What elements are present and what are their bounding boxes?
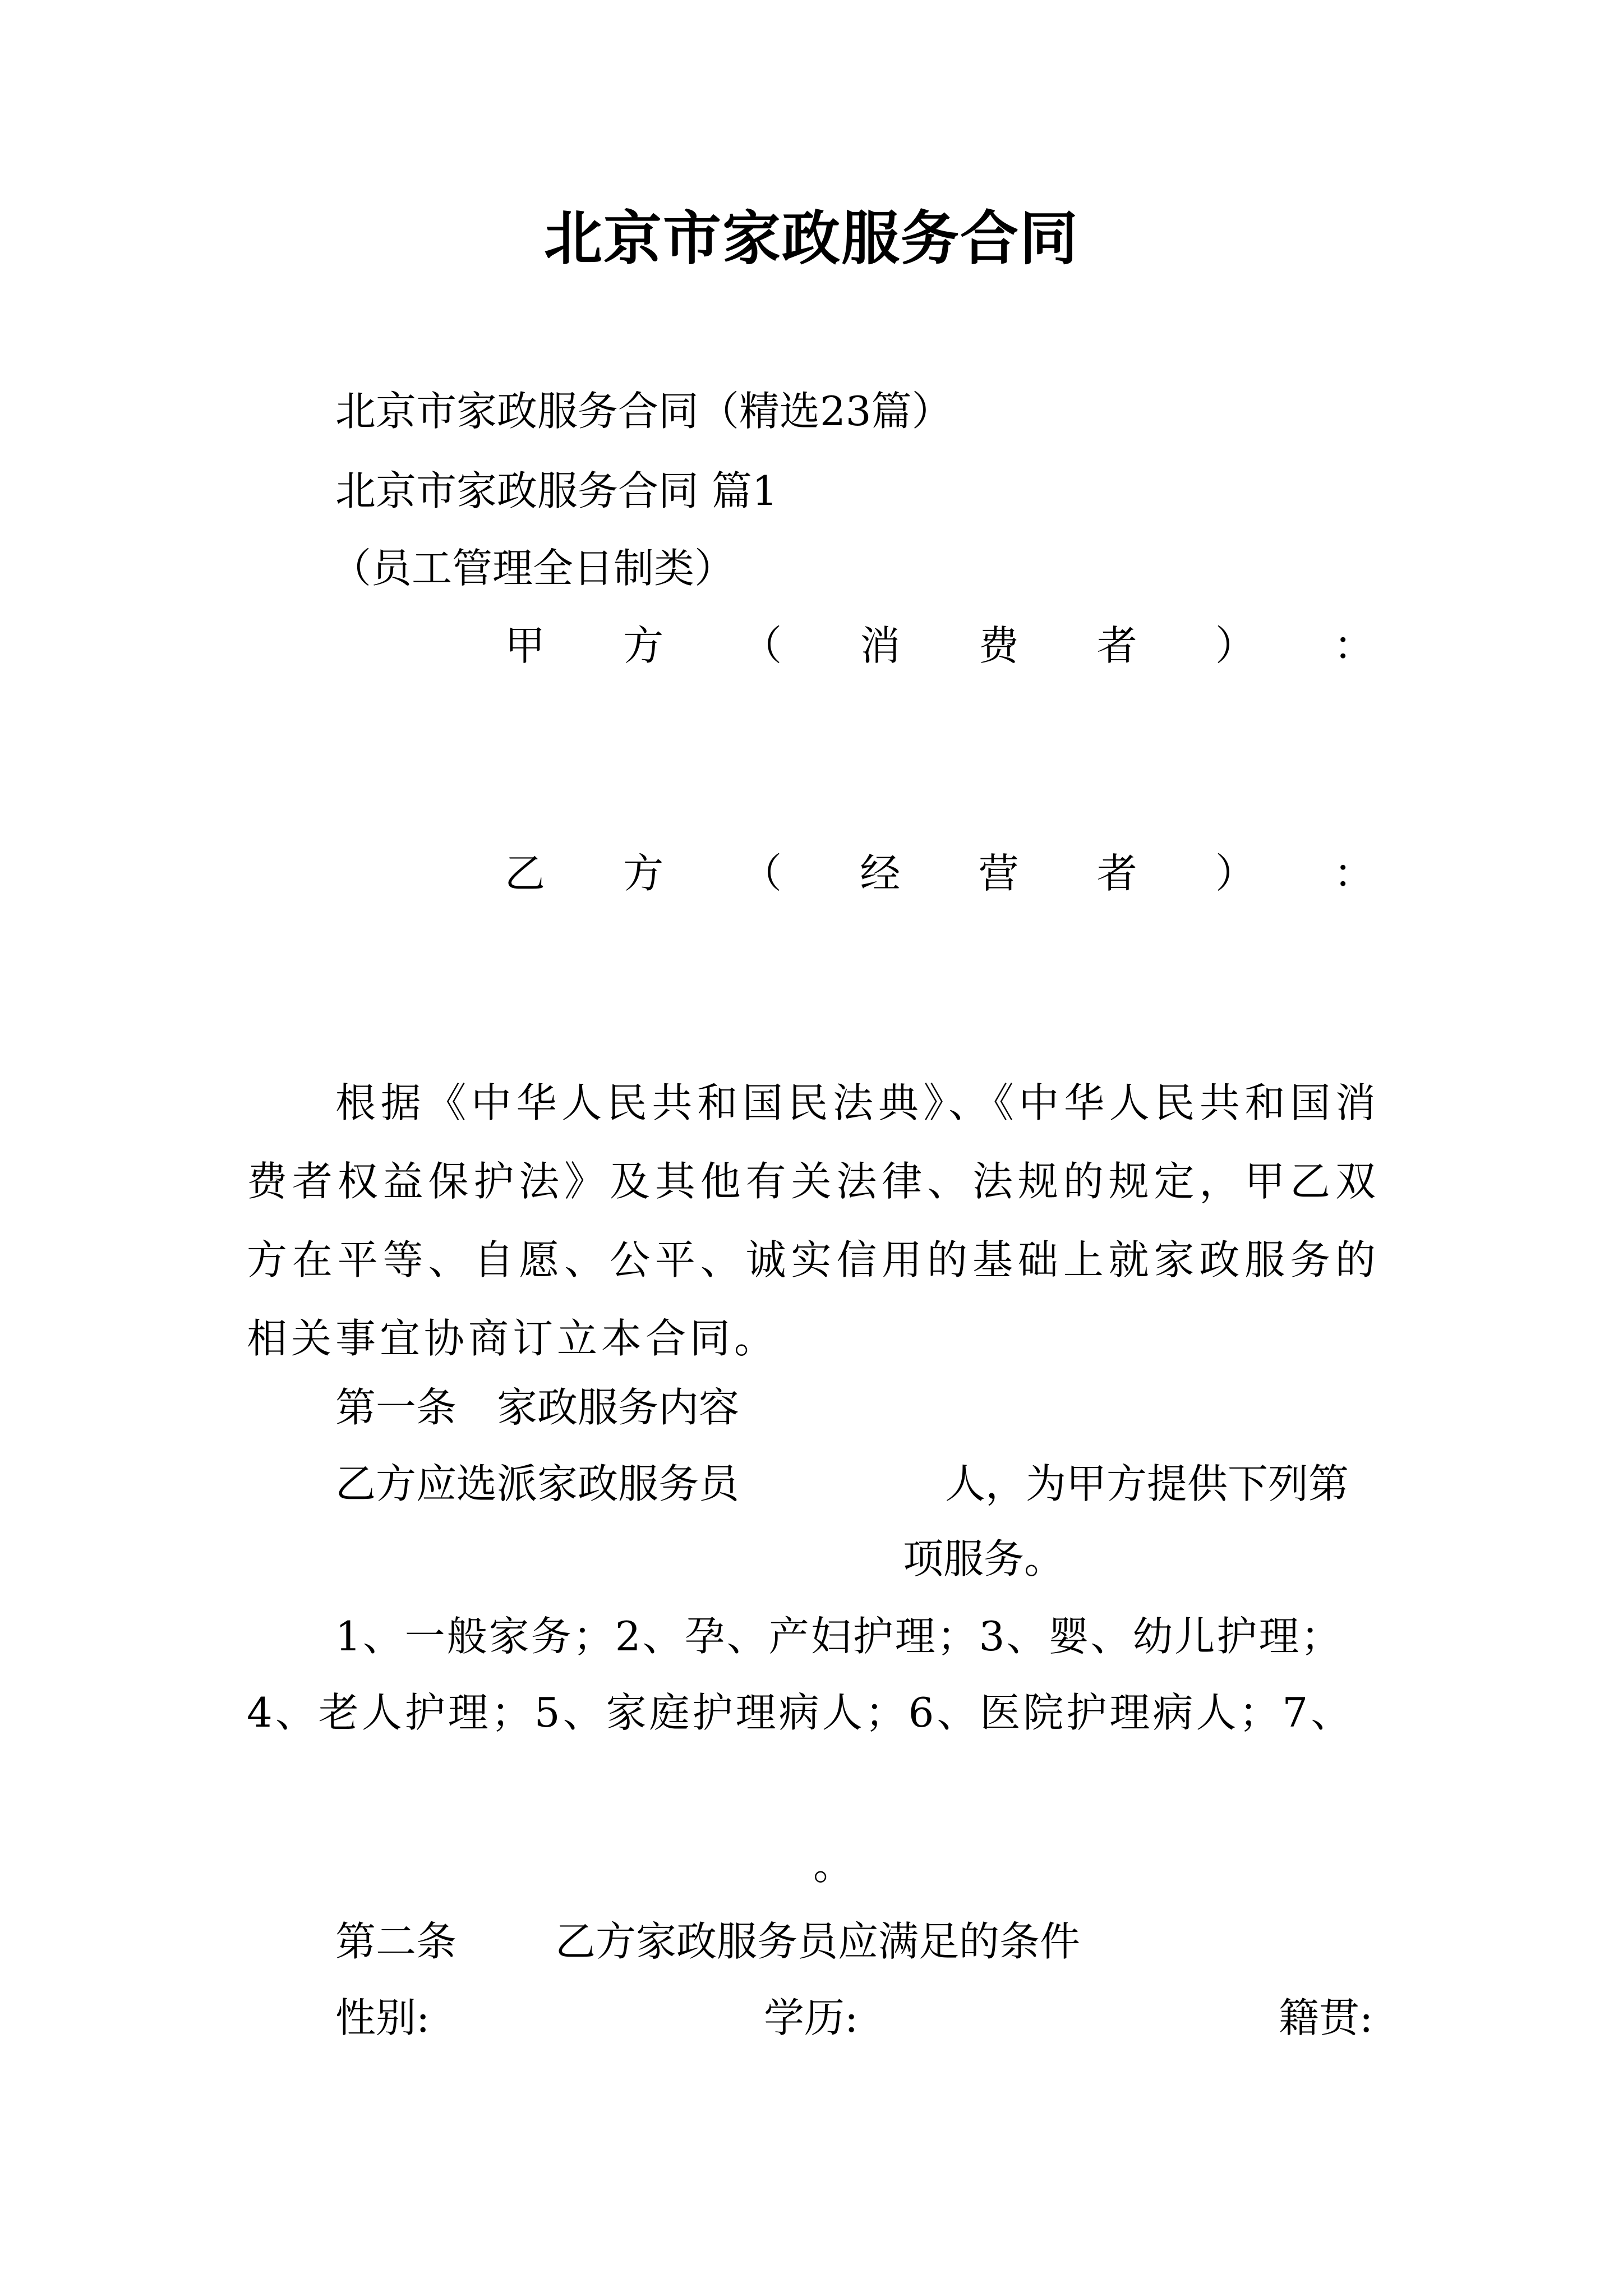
- services-list-line-1: 1、一般家务；2、孕、产妇护理；3、婴、幼儿护理；: [335, 1613, 1343, 1660]
- services-list-line-2: 4、老人护理；5、家庭护理病人；6、医院护理病人；7、: [247, 1689, 1354, 1736]
- section-heading: 北京市家政服务合同 篇1: [335, 467, 778, 514]
- party-a-char: 者: [1096, 622, 1137, 669]
- party-b-char: ：: [1333, 850, 1374, 897]
- document-title: 北京市家政服务合同: [543, 204, 1079, 273]
- party-a-char: 费: [978, 622, 1019, 669]
- field-gender: 性别:: [335, 1994, 430, 2041]
- document-subtitle: 北京市家政服务合同（精选23篇）: [335, 388, 952, 435]
- article-1-service-items: 项服务。: [903, 1535, 1065, 1582]
- party-b-char: 乙: [505, 850, 546, 897]
- party-b-char: 者: [1096, 850, 1137, 897]
- party-b-char: 经: [860, 850, 901, 897]
- contract-type: （员工管理全日制类）: [331, 545, 735, 592]
- party-a-char: ：: [1333, 622, 1374, 669]
- party-b-char: 营: [978, 850, 1019, 897]
- party-b-char: 方: [623, 850, 664, 897]
- article-2-title: 乙方家政服务员应满足的条件: [555, 1918, 1081, 1965]
- party-a-char: 方: [623, 622, 664, 669]
- services-list-end: 。: [813, 1842, 854, 1889]
- field-origin: 籍贯:: [1279, 1994, 1373, 2041]
- preamble-paragraph: 根据《中华人民共和国民法典》、《中华人民共和国消费者权益保护法》及其他有关法律、法规的规定，甲乙双方在平等、自愿、公平、诚实信用的基础上就家政服务的相关事宜协商订立本合同。: [247, 1079, 1380, 1362]
- field-education: 学历:: [764, 1994, 859, 2041]
- article-1-heading: 第一条 家政服务内容: [335, 1384, 740, 1431]
- party-a-line: [505, 620, 1374, 671]
- article-1-staff-count-start: 乙方应选派家政服务员: [335, 1460, 740, 1507]
- article-2-label: 第二条: [335, 1918, 457, 1965]
- party-b-char: ）: [1215, 850, 1256, 897]
- article-1-staff-count-end: 人，为甲方提供下列第: [945, 1460, 1349, 1507]
- party-b-char: （: [741, 850, 782, 897]
- party-a-char: 甲: [505, 622, 546, 669]
- party-a-char: （: [741, 622, 782, 669]
- party-b-line: [505, 848, 1374, 899]
- party-a-char: ）: [1215, 622, 1256, 669]
- party-a-char: 消: [860, 622, 901, 669]
